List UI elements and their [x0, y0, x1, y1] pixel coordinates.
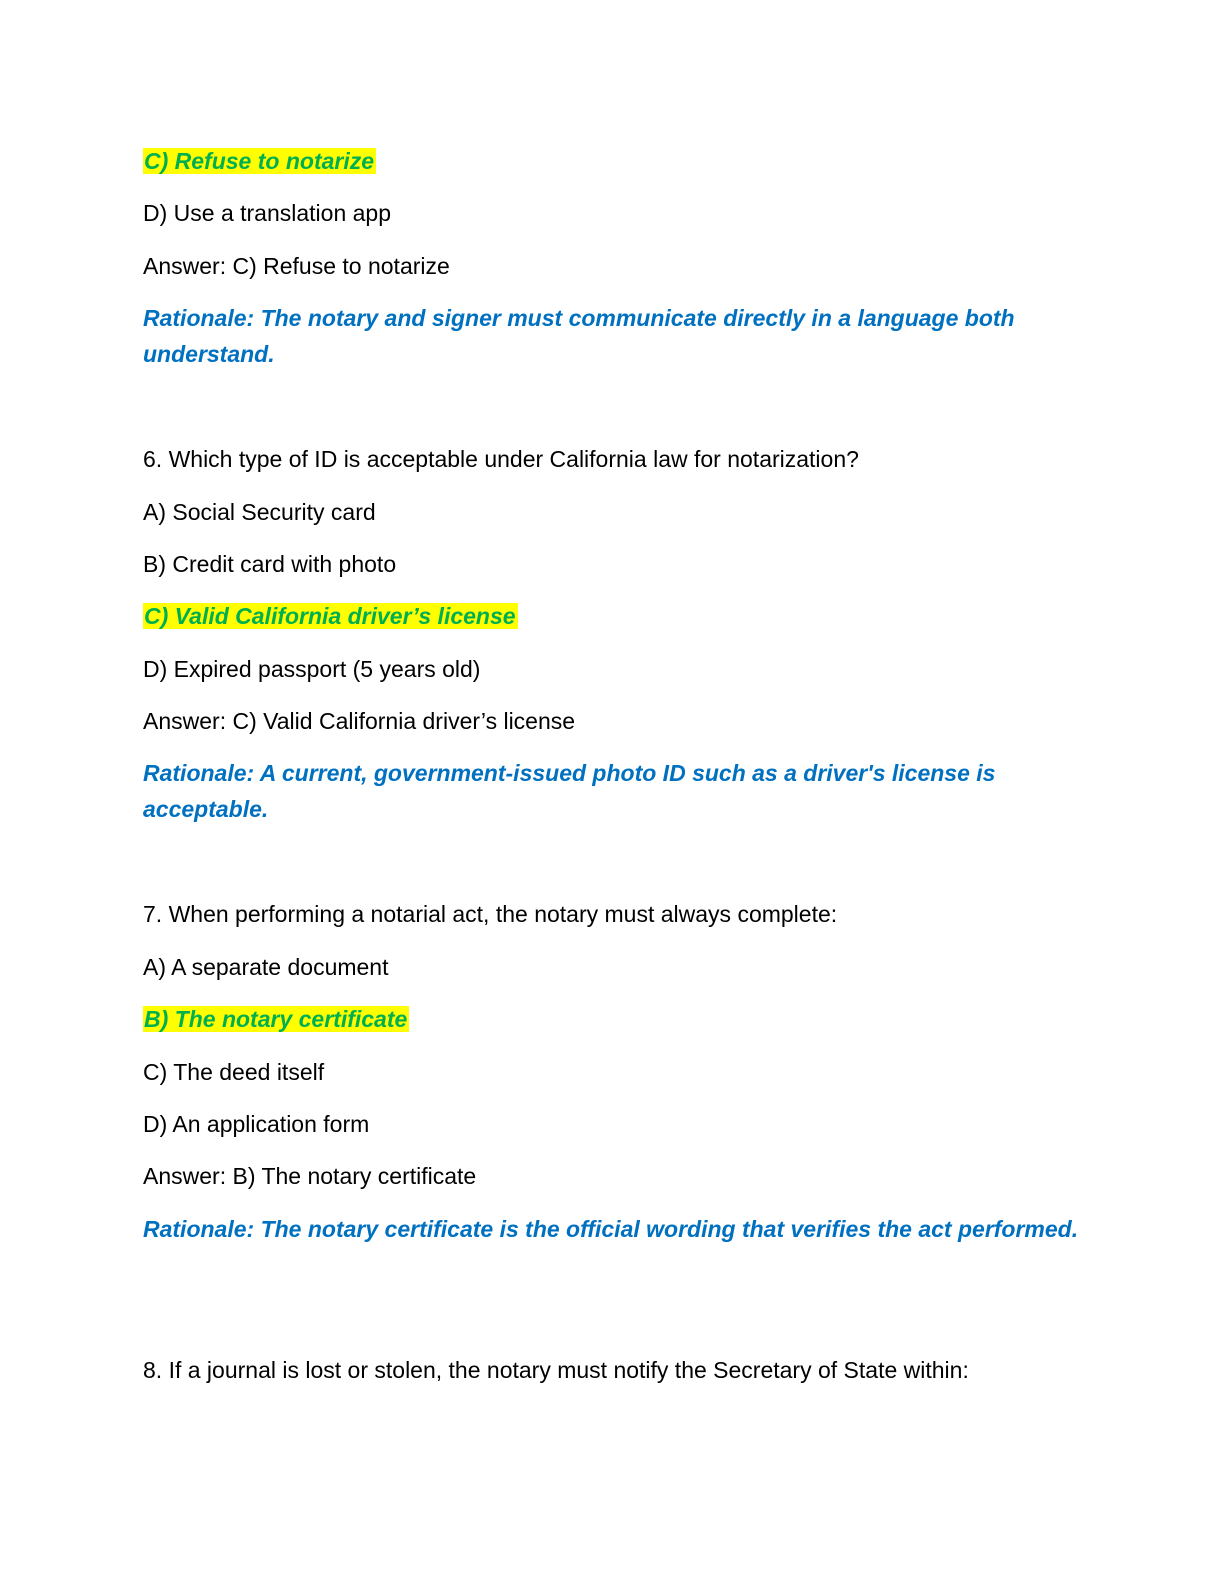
q7-question: 7. When performing a notarial act, the notary must always complete: — [143, 901, 838, 927]
q8-question: 8. If a journal is lost or stolen, the notary must notify the Secretary of State within: — [143, 1357, 969, 1383]
q7-option-c: C) The deed itself — [143, 1059, 325, 1085]
q5-option-d: D) Use a translation app — [143, 200, 392, 226]
q5-option-c-correct: C) Refuse to notarize — [144, 148, 375, 174]
q6-option-d: D) Expired passport (5 years old) — [143, 656, 481, 682]
q5-rationale: Rationale: The notary and signer must communicate directly in a language both understand. — [143, 305, 1015, 367]
q6-option-b: B) Credit card with photo — [143, 551, 397, 577]
q7-answer: Answer: B) The notary certificate — [143, 1163, 477, 1189]
q5-option-c-line — [143, 143, 376, 179]
q5-answer: Answer: C) Refuse to notarize — [143, 253, 450, 279]
q7-option-b-line — [143, 1001, 409, 1037]
q6-option-a: A) Social Security card — [143, 499, 376, 525]
q7-rationale: Rationale: The notary certificate is the official wording that verifies the act performed. — [143, 1216, 1079, 1242]
q6-rationale: Rationale: A current, government-issued photo ID such as a driver's license is acceptable. — [143, 760, 996, 822]
q6-option-c-correct: C) Valid California driver’s license — [144, 603, 516, 629]
q6-answer: Answer: C) Valid California driver’s license — [143, 708, 576, 734]
q7-option-a: A) A separate document — [143, 954, 389, 980]
q7-option-d: D) An application form — [143, 1111, 370, 1137]
q6-question: 6. Which type of ID is acceptable under California law for notarization? — [143, 446, 859, 472]
q7-option-b-correct: B) The notary certificate — [144, 1006, 408, 1032]
q6-option-c-line — [143, 598, 518, 634]
